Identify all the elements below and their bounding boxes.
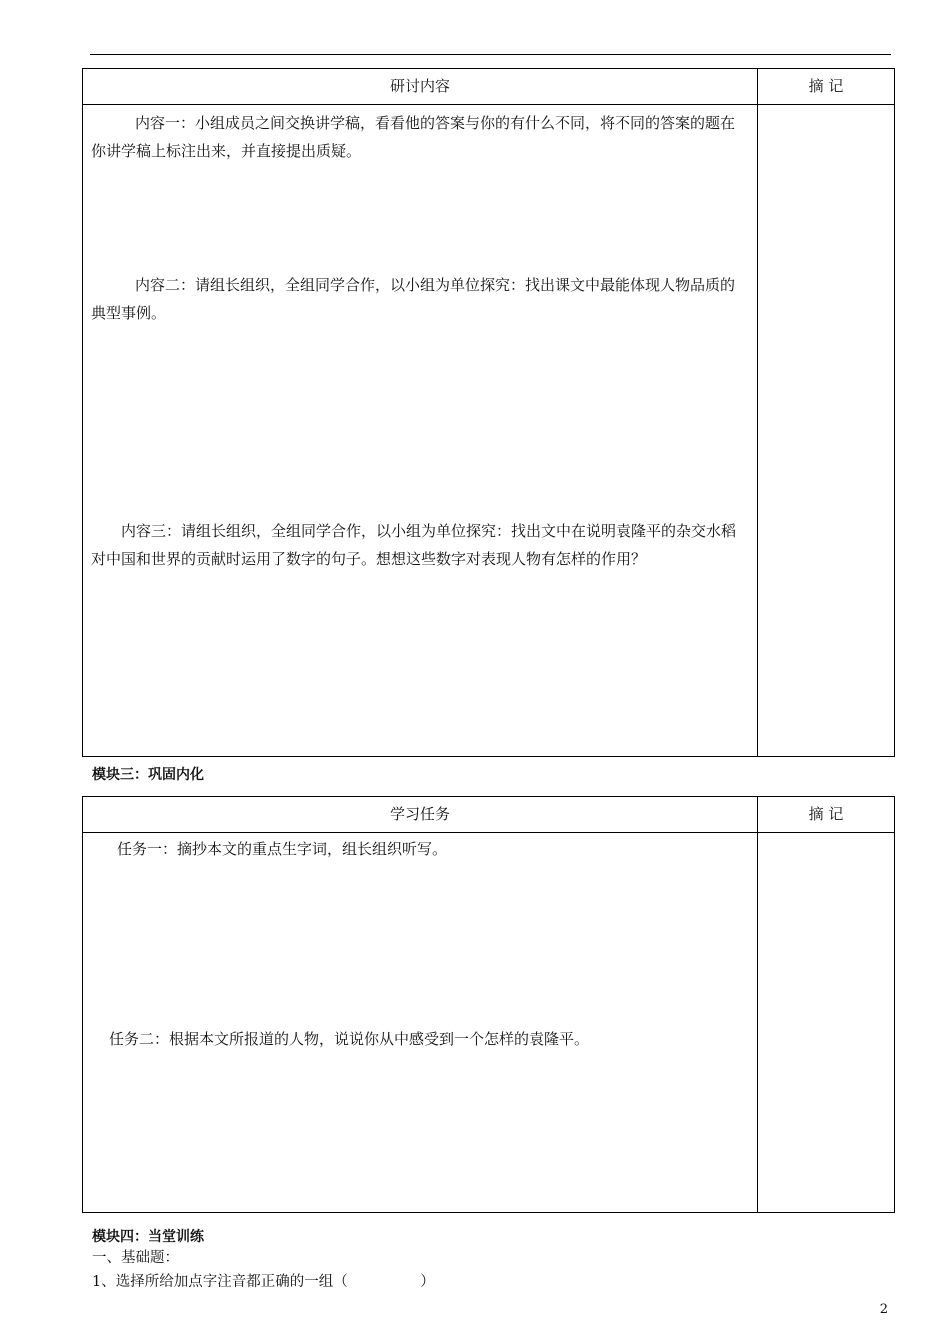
- discussion-item-3: 内容三：请组长组织，全组同学合作，以小组为单位探究：找出文中在说明袁隆平的杂交水稻对中国和世界的贡献时运用了数字的句子。想想这些数字对表现人物有怎样的作用？: [91, 522, 737, 568]
- notes-cell[interactable]: [758, 833, 895, 1213]
- module3-title: 模块三：巩固内化: [92, 767, 204, 783]
- task-content-cell: [83, 833, 758, 1213]
- task-item-2: 任务二：根据本文所报道的人物，说说你从中感受到一个怎样的袁隆平。: [109, 1030, 590, 1048]
- column-header-notes: 摘 记: [758, 797, 895, 833]
- task-item-1: 任务一：摘抄本文的重点生字词，组长组织听写。: [117, 840, 448, 858]
- notes-cell[interactable]: [758, 105, 895, 757]
- column-header-content: 研讨内容: [83, 69, 758, 105]
- task-table: [82, 796, 895, 1213]
- section-basic-heading: 一、基础题：: [92, 1250, 179, 1266]
- question-1: 1、选择所给加点字注音都正确的一组（ ）: [92, 1274, 435, 1290]
- discussion-item-2: 内容二：请组长组织，全组同学合作，以小组为单位探究：找出课文中最能体现人物品质的典型事例。: [91, 276, 736, 322]
- header-rule: [90, 54, 891, 55]
- discussion-item-1: 内容一：小组成员之间交换讲学稿，看看他的答案与你的有什么不同，将不同的答案的题在你讲学稿上标注出来，并直接提出质疑。: [91, 114, 736, 160]
- discussion-content-cell: [83, 105, 758, 757]
- discussion-table: [82, 68, 895, 757]
- column-header-tasks: 学习任务: [83, 797, 758, 833]
- page-number: 2: [879, 1302, 888, 1317]
- module4-title: 模块四：当堂训练: [92, 1229, 204, 1245]
- column-header-notes: 摘 记: [758, 69, 895, 105]
